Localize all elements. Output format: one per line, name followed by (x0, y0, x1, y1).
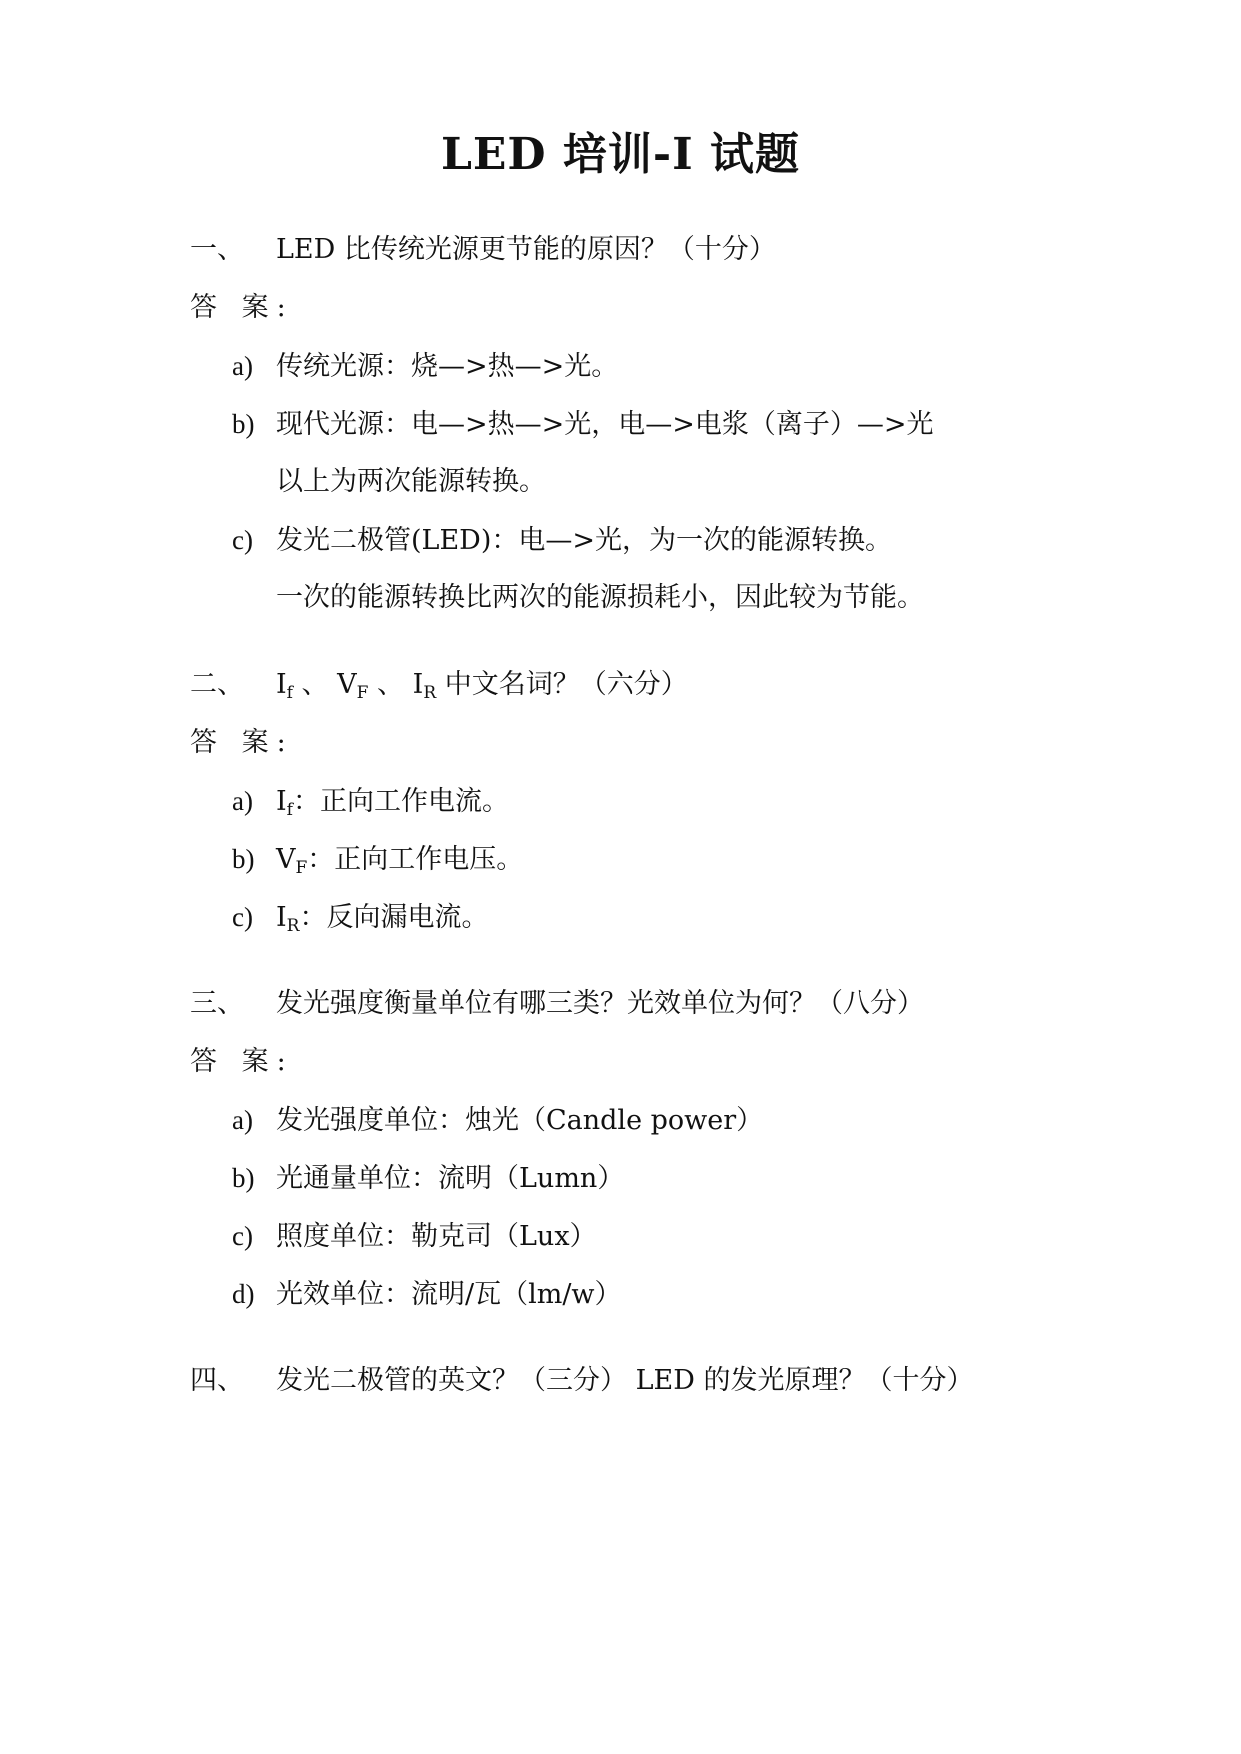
question-4 (190, 1363, 973, 1399)
item-marker: b) (232, 1163, 255, 1193)
answer-item-2c (232, 899, 488, 936)
question-number: 二、 (190, 669, 244, 700)
item-text: 发光二极管(LED)：电—>光，为一次的能源转换。 (276, 525, 892, 556)
item-text: ：反向漏电流。 (299, 902, 489, 933)
item-marker: a) (232, 351, 253, 381)
answer-item-3a (232, 1102, 763, 1139)
answer-item-3b (232, 1160, 624, 1197)
answer-item-1c-continued: 一次的能源转换比两次的能源损耗小，因此较为节能。 (276, 582, 924, 613)
item-text: 光效单位：流明/瓦（lm/w） (276, 1279, 622, 1310)
symbol-vf: $V_F$ (276, 844, 308, 878)
symbol-if: $I_f$ (276, 669, 293, 703)
item-text: ：正向工作电流。 (292, 786, 509, 817)
question-number: 一、 (190, 234, 244, 265)
answer-label: 答 案: (190, 292, 294, 323)
answer-item-2b (232, 841, 523, 878)
question-text: 发光二极管的英文？（三分） LED 的发光原理？（十分） (276, 1365, 974, 1396)
answer-item-3d (232, 1276, 622, 1313)
question-3 (190, 986, 924, 1022)
answer-item-2a (232, 783, 509, 820)
item-text: ：正向工作电压。 (307, 844, 524, 875)
page-title: LED 培训-I 试题 (440, 129, 801, 180)
question-2: 二、 $I_f$ 、 $V_F$ 、 $I_R$ 中文名词？（六分） (190, 669, 688, 703)
question-1 (190, 232, 776, 268)
answer-item-3c (232, 1218, 597, 1255)
item-marker: c) (232, 1221, 253, 1251)
question-text: 中文名词？（六分） (436, 669, 688, 700)
symbol-if: $I_f$ (276, 786, 293, 820)
answer-item-1b (232, 406, 934, 443)
answer-label: 答 案: (190, 1046, 294, 1077)
answer-label: 答 案: (190, 727, 294, 758)
symbol-ir: $I_R$ (276, 902, 300, 936)
answer-item-1c (232, 522, 892, 559)
item-marker: d) (232, 1279, 255, 1309)
answer-item-1a (232, 348, 618, 385)
question-text: LED 比传统光源更节能的原因？（十分） (276, 234, 776, 265)
item-marker: b) (232, 409, 255, 439)
symbol-vf: $V_F$ (337, 669, 369, 703)
item-text: 发光强度单位：烛光（Candle power） (276, 1105, 764, 1136)
item-marker: c) (232, 902, 253, 932)
item-marker: c) (232, 525, 253, 555)
item-marker: a) (232, 786, 253, 816)
item-text: 光通量单位：流明（Lumn） (276, 1163, 625, 1194)
item-text: 现代光源：电—>热—>光，电—>电浆（离子）—>光 (276, 409, 934, 440)
item-text: 传统光源：烧—>热—>光。 (276, 351, 619, 382)
question-text: 发光强度衡量单位有哪三类？光效单位为何？（八分） (276, 988, 924, 1019)
item-marker: b) (232, 844, 255, 874)
item-marker: a) (232, 1105, 253, 1135)
question-number: 四、 (190, 1365, 244, 1396)
answer-item-1b-continued: 以上为两次能源转换。 (276, 466, 546, 497)
question-number: 三、 (190, 988, 244, 1019)
symbol-ir: $I_R$ (412, 669, 437, 703)
item-text: 照度单位：勒克司（Lux） (276, 1221, 597, 1252)
